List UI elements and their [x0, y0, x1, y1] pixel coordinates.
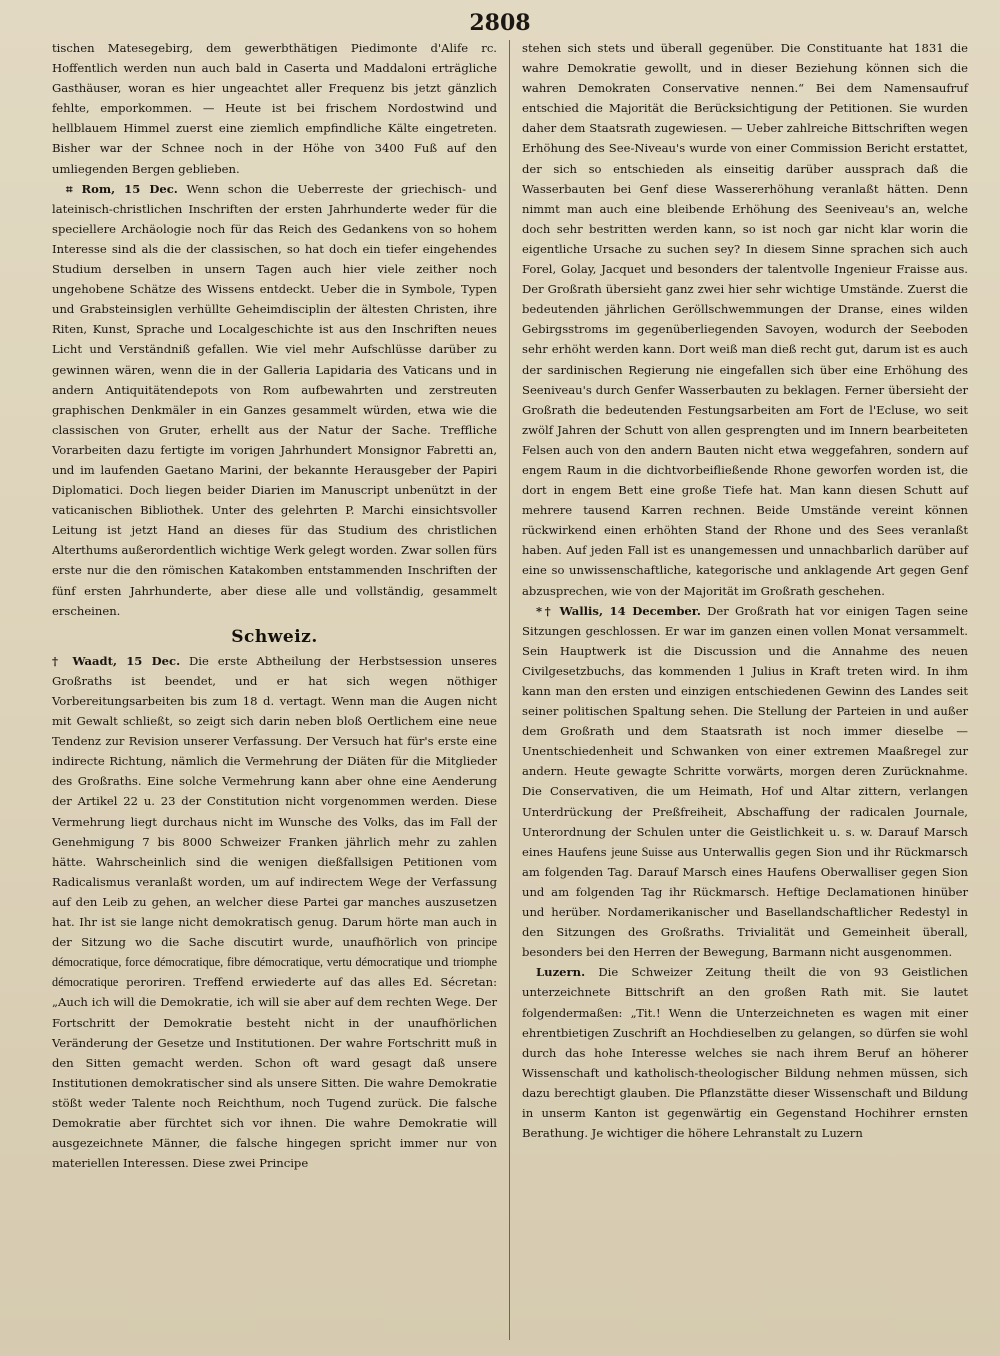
- waadt-und: und: [426, 955, 449, 970]
- waadt-text-1: Die erste Abtheilung der Herbstsession unseres Großraths ist beendet, und er hat sich wegen nöthiger Vorbereitungsarbeiten bis zum 18 d. vertagt. Wenn man die Augen nicht mit Gewalt schließt, so zeigt sich darin neben bloß Oertlichem eine neue Tendenz zur Revision unserer Verfassung. Der Versuch hat für's erste eine indirecte Richtung, nämlich die Vermehrung der Diäten für die Mitglieder des Großraths. Eine solche Vermehrung kann aber ohne eine Aenderung der Artikel 22 u. 23 der Constitution nicht vorgenommen werden. Diese Vermehrung liegt durchaus nicht im Wunsche des Volks, das im Fall der Genehmigung 7 bis 8000 Schweizer Franken jährlich mehr zu zahlen hätte. Wahrscheinlich sind die wenigen dießfallsigen Petitionen vom Radicalismus veranlaßt worden, um auf indirectem Wege der Verfassung auf den Leib zu gehen, an welcher diese Partei gar manches auszusetzen hat. Ihr ist sie lange nicht demokratisch genug. Darum hörte man auch in der Sitzung wo die Sache discutirt wurde, unaufhörlich von: [52, 653, 497, 950]
- page-number: 2808: [469, 10, 531, 36]
- left-column: [52, 38, 497, 1173]
- naples-report-end: tischen Matesegebirg, dem gewerbthätigen Piedimonte d'Alife rc. Hoffentlich werden nun auch bald in Caserta und Maddaloni erträgliche Gasthäuser, woran es hier ungeachtet aller Frequenz bis jetzt gänzlich fehlte, emporkommen. — Heute ist bei frischem Nordostwind und hellblauem Himmel zuerst eine ziemlich empfindliche Kälte eingetreten. Bisher war der Schnee noch in der Höhe von 3400 Fuß auf den umliegenden Bergen geblieben.: [52, 41, 497, 176]
- luzern-text: Die Schweizer Zeitung theilt die von 93 Geistlichen unterzeichnete Bittschrift an den großen Rath mit. Sie lautet folgendermaßen: „Tit.! Wenn die Unterzeichneten es wagen mit einer ehrentbietigen Zuschrift an Hochdieselben zu gelangen, so dürfen sie wohl durch das hohe Interesse welches sie nach ihrem Beruf an höherer Wissenschaft und katholisch-theologischer Bildung nehmen müssen, sich dazu berechtigt glauben. Die Pflanzstätte dieser Wissenschaft und Bildung in unserm Kanton ist gegenwärtig ein Gegenstand Hochihrer ernsten Berathung. Je wichtiger die höhere Lehranstalt zu Luzern: [522, 965, 969, 1141]
- rome-text: Wenn schon die Ueberreste der griechisch- und lateinisch-christlichen Inschriften der ersten Jahrhunderte weder für die speciellere Archäologie noch für das Reich des Gedankens von so hohem Interesse sind als die der classischen, so hat doch ein tiefer eingehendes Studium derselben in unsern Tagen auch hier viele zeither noch ungehobene Schätze des Wissens entdeckt. Ueber die in Symbole, Typen und Grabsteinsiglen verhüllte Geheimdisciplin der ältesten Christen, ihre Riten, Kunst, Sprache und Localgeschichte ist aus den Inschriften neues Licht und Verständniß gefallen. Wie viel mehr Aufschlüsse darüber zu gewinnen wären, wenn die in der Galleria Lapidaria des Vaticans und in andern Antiquitätendepots von Rom aufbewahrten und zerstreuten graphischen Denkmäler in ein Ganzes gesammelt würden, etwa wie die classischen von Gruter, erhellt aus der Natur der Sache. Treffliche Vorarbeiten dazu fertigte im vorigen Jahrhundert Monsignor Fabretti an, und im laufenden Gaetano Marini, der bekannte Herausgeber der Papiri Diplomatici. Doch liegen beider Diarien im Manuscript unbenützt in der vaticanischen Bibliothek. Unter des gelehrten P. Marchi einsichtsvoller Leitung ist jetzt Hand an dieses für das Studium des christlichen Alterthums außerordentlich wichtige Werk gelegt worden. Zwar sollen fürs erste nur die den römischen Katakomben entstammenden Inschriften der fünf ersten Jahrhunderte, aber diese alle und vollständig, gesammelt erscheinen.: [52, 181, 498, 618]
- wallis-latin-phrase: jeune Suisse: [611, 844, 673, 859]
- luzern-dateline: Luzern.: [536, 965, 586, 980]
- waadt-report: [52, 651, 497, 1173]
- waadt-latin-phrases: principe démocratique, force démocratique, fibre démocratique, vertu démocratique: [52, 935, 498, 970]
- wallis-dateline: *† Wallis, 14 December.: [536, 603, 701, 618]
- rome-dateline: ⌗ Rom, 15 Dec.: [66, 181, 178, 196]
- waadt-dateline: † Waadt, 15 Dec.: [52, 653, 181, 668]
- section-heading-switzerland: Schweiz.: [231, 626, 318, 647]
- wallis-text-2: aus Unterwallis gegen Sion und ihr Rückmarsch am folgenden Tag. Darauf Marsch eines Haufens Oberwalliser gegen Sion und am folgenden Tag ihr Rückmarsch. Heftige Declamationen hinüber und herüber. Nordamerikanischer und Basellandschaftlicher Redestyl in den Sitzungen des Großraths. Trivialität und Gemeinheit überall, besonders bei den Herren der Bewegung, Barmann nicht ausgenommen.: [522, 844, 968, 960]
- waadt-report-continued: stehen sich stets und überall gegenüber. Die Constituante hat 1831 die wahre Demokratie gewollt, und in dieser Beziehung können sich die wahren Demokraten Conservative nennen.“ Bei dem Namensaufruf entschied die Majorität die Berücksichtigung der Petitionen. Sie wurden daher dem Staatsrath zugewiesen. — Ueber zahlreiche Bittschriften wegen Erhöhung des See-Niveau's wurde von einer Commission Bericht erstattet, der sich so entschieden als einseitig darüber aussprach daß die Wasserbauten bei Genf diese Wassererhöhung veranlaßt hätten. Denn nimmt man auch eine bleibende Erhöhung des Seeniveau's an, welche doch sehr bestritten werden kann, so ist noch gar nicht klar worin die eigentliche Ursache zu suchen sey? In diesem Sinne sprachen sich auch Forel, Golay, Jacquet und besonders der talentvolle Ingenieur Fraisse aus. Der Großrath übersieht ganz zwei hier sehr wichtige Umstände. Zuerst die bedeutenden jährlichen Geröllschwemmungen der Dranse, eines wilden Gebirgsstroms im gegenüberliegenden Savoyen, wodurch der Seeboden sehr erhöht werden kann. Dort weiß man dieß recht gut, darum ist es auch der sardinischen Regierung nie eingefallen sich über eine Erhöhung des Seeniveau's durch Genfer Wasserbauten zu beklagen. Ferner übersieht der Großrath die bedeutenden Festungsarbeiten am Fort de l'Ecluse, wo seit zwölf Jahren der Schutt von allen gesprengten und im Innern bearbeiteten Felsen auch von den andern Bauten nicht etwa weggefahren, sondern auf engem Raum in die dichtvorbeifließende Rhone geworfen worden ist, die dort in engem Bett eine große Tiefe hat. Man kann diesen Schutt auf mehrere tausend Karren rechnen. Beide Umstände vereint können rückwirkend einen erhöhten Stand der Rhone und des Sees veranlaßt haben. Auf jeden Fall ist es unangemessen und unnachbarlich darüber auf eine so unwissenschaftliche, kategorische und anklagende Art gegen Genf abzusprechen, wie von der Majorität im Großrath geschehen.: [522, 41, 968, 598]
- waadt-latin-phrase-2: triomphe démocratique: [52, 955, 498, 990]
- right-column: [522, 38, 968, 1143]
- wallis-report: [522, 601, 968, 963]
- luzern-report: [522, 962, 968, 1143]
- column-divider: [509, 40, 510, 1340]
- waadt-text-2: peroriren. Treffend erwiederte auf das alles Ed. Sécretan: „Auch ich will die Demokratie, ich will sie aber auf dem rechten Wege. Der Fortschritt der Demokratie besteht nicht in der unaufhörlichen Veränderung der Gesetze und Institutionen. Der wahre Fortschritt muß in den Sitten gemacht werden. Schon oft ward gesagt daß unsere Institutionen demokratischer sind als unsere Sitten. Die wahre Demokratie stößt weder Talente noch Reichthum, noch Tugend zurück. Die falsche Demokratie aber fürchtet sich vor ihnen. Die wahre Demokratie will ausgezeichnete Männer, die falsche hingegen spricht immer nur von materiellen Interessen. Diese zwei Principe: [52, 975, 498, 1171]
- wallis-text-1: Der Großrath hat vor einigen Tagen seine Sitzungen geschlossen. Er war im ganzen einen vollen Monat versammelt. Sein Hauptwerk ist die Discussion und die Annahme des neuen Civilgesetzbuchs, das kommenden 1 Julius in Kraft treten wird. In ihm kann man den ersten und einzigen entschiedenen Gewinn des Landes seit seiner politischen Spaltung sehen. Die Stellung der Parteien in und außer dem Großrath und dem Staatsrath ist noch immer dieselbe — Unentschiedenheit und Schwanken von einer extremen Maaßregel zur andern. Heute gewagte Schritte vorwärts, morgen deren Zurücknahme. Die Conservativen, die um Heimath, Hof und Altar zittern, verlangen Unterdrückung der Preßfreiheit, Abschaffung der radicalen Journale, Unterordnung der Schulen unter die Geistlichkeit u. s. w. Darauf Marsch eines Haufens: [522, 603, 969, 859]
- rome-report: [52, 179, 497, 621]
